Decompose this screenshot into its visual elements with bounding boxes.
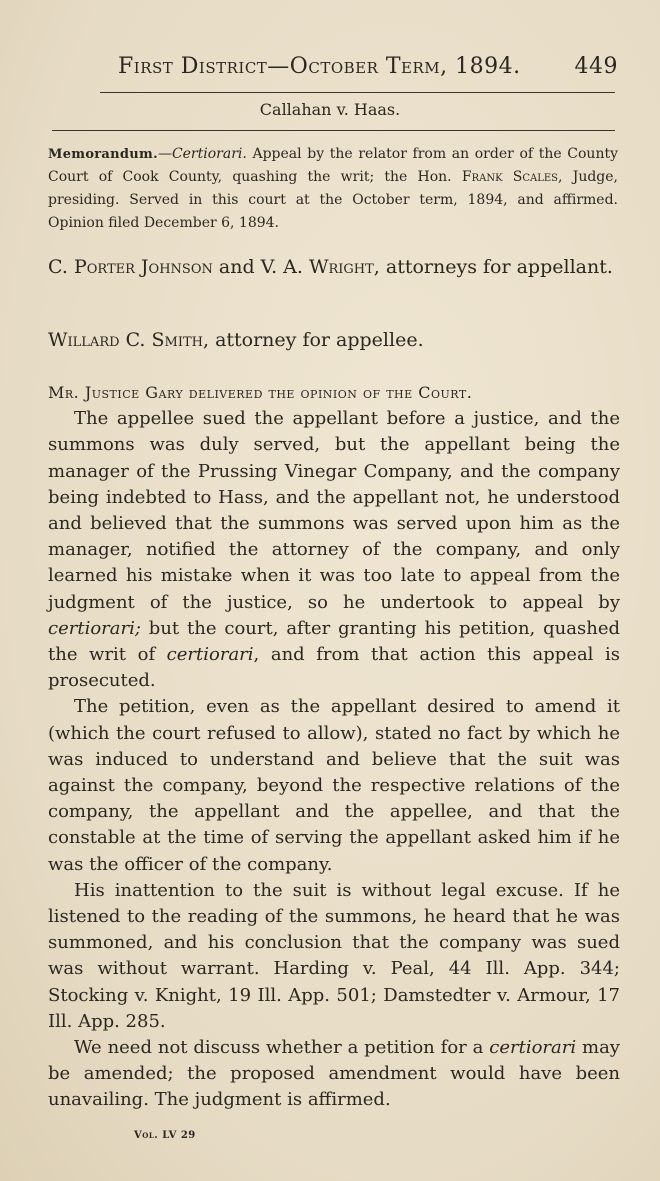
p1-text-a: The appellee sued the appellant before a justice, and the summons was duly served, but the appellant being the manager of the Prussing Vinegar Company, and the company being indebted to Hass, and the appellant not, he understood and believed that the summons was served upon him as the manager, notified the attorney of the company, and only learned his mistake when it was too late to appeal from the judgment of the justice, so he undertook to appeal by bbox=[48, 408, 620, 613]
page-header-title: First District—October Term, 1894. bbox=[118, 54, 521, 79]
page-number: 449 bbox=[574, 54, 618, 79]
counsel-and: and bbox=[212, 256, 261, 278]
memorandum-writ: Certiorari. bbox=[171, 146, 247, 162]
memorandum bbox=[48, 143, 618, 235]
memorandum-text: Appeal by the relator from an order of the County Court of Cook County, quashing the writ; the Hon. bbox=[48, 146, 618, 185]
p1-italic-2: certiorari bbox=[166, 644, 254, 666]
p4-italic: certiorari bbox=[489, 1037, 577, 1059]
case-title-rule bbox=[52, 130, 615, 131]
appellant-counsel bbox=[48, 253, 618, 282]
appellant-attorney-2: V. A. Wright bbox=[260, 256, 374, 278]
p1-text-b: but the court, after granting his petition, quashed the writ of bbox=[48, 617, 620, 666]
memorandum-label: Memorandum. bbox=[48, 147, 158, 162]
header-rule bbox=[100, 92, 615, 93]
p1-text-c: , and from that action this appeal is prosecuted. bbox=[48, 644, 620, 692]
opinion-intro: Mr. Justice Gary delivered the opinion of the Court. bbox=[48, 383, 473, 402]
opinion-paragraph-1 bbox=[48, 406, 620, 694]
memorandum-judge: Frank Scales bbox=[461, 169, 559, 185]
p1-italic-1: certiorari; bbox=[48, 617, 141, 639]
p4-text-a: We need not discuss whether a petition for a bbox=[74, 1037, 490, 1059]
case-title: Callahan v. Haas. bbox=[259, 100, 401, 119]
signature-mark: Vol. LV 29 bbox=[134, 1130, 196, 1141]
opinion-paragraph-4 bbox=[48, 1035, 620, 1114]
appellee-attorney: Willard C. Smith bbox=[48, 329, 203, 351]
memorandum-dash: — bbox=[157, 146, 172, 162]
appellee-role: , attorney for appellee. bbox=[202, 329, 424, 351]
p4-text-b: may be amended; the proposed amendment would have been unavailing. The judgment is affirmed. bbox=[48, 1037, 620, 1111]
opinion-paragraph-3: His inattention to the suit is without legal excuse. If he listened to the reading of the summons, he heard that he was summoned, and his conclusion that the company was sued was without warrant. Harding v. Peal, 44 Ill. App. 344; Stocking v. Knight, 19 Ill. App. 501; Damstedter v. Armour, 17 Ill. App. 285. bbox=[48, 879, 620, 1032]
page-header bbox=[118, 54, 618, 79]
opinion bbox=[48, 380, 620, 1114]
memorandum-text-2: , Judge, presiding. Served in this court at the October term, 1894, and affirmed. Opinion filed December 6, 1894. bbox=[48, 169, 618, 231]
opinion-paragraph-2: The petition, even as the appellant desired to amend it (which the court refused to allow), stated no fact by which he was induced to understand and believe that the suit was against the company, beyond the respective relations of the company, the appellant and the appellee, and that the constable at the time of serving the appellant asked him if he was the officer of the company. bbox=[48, 696, 620, 875]
appellant-role: , attorneys for appellant. bbox=[373, 256, 613, 278]
appellant-attorney-1: C. Porter Johnson bbox=[48, 256, 213, 278]
appellee-counsel bbox=[48, 326, 618, 355]
